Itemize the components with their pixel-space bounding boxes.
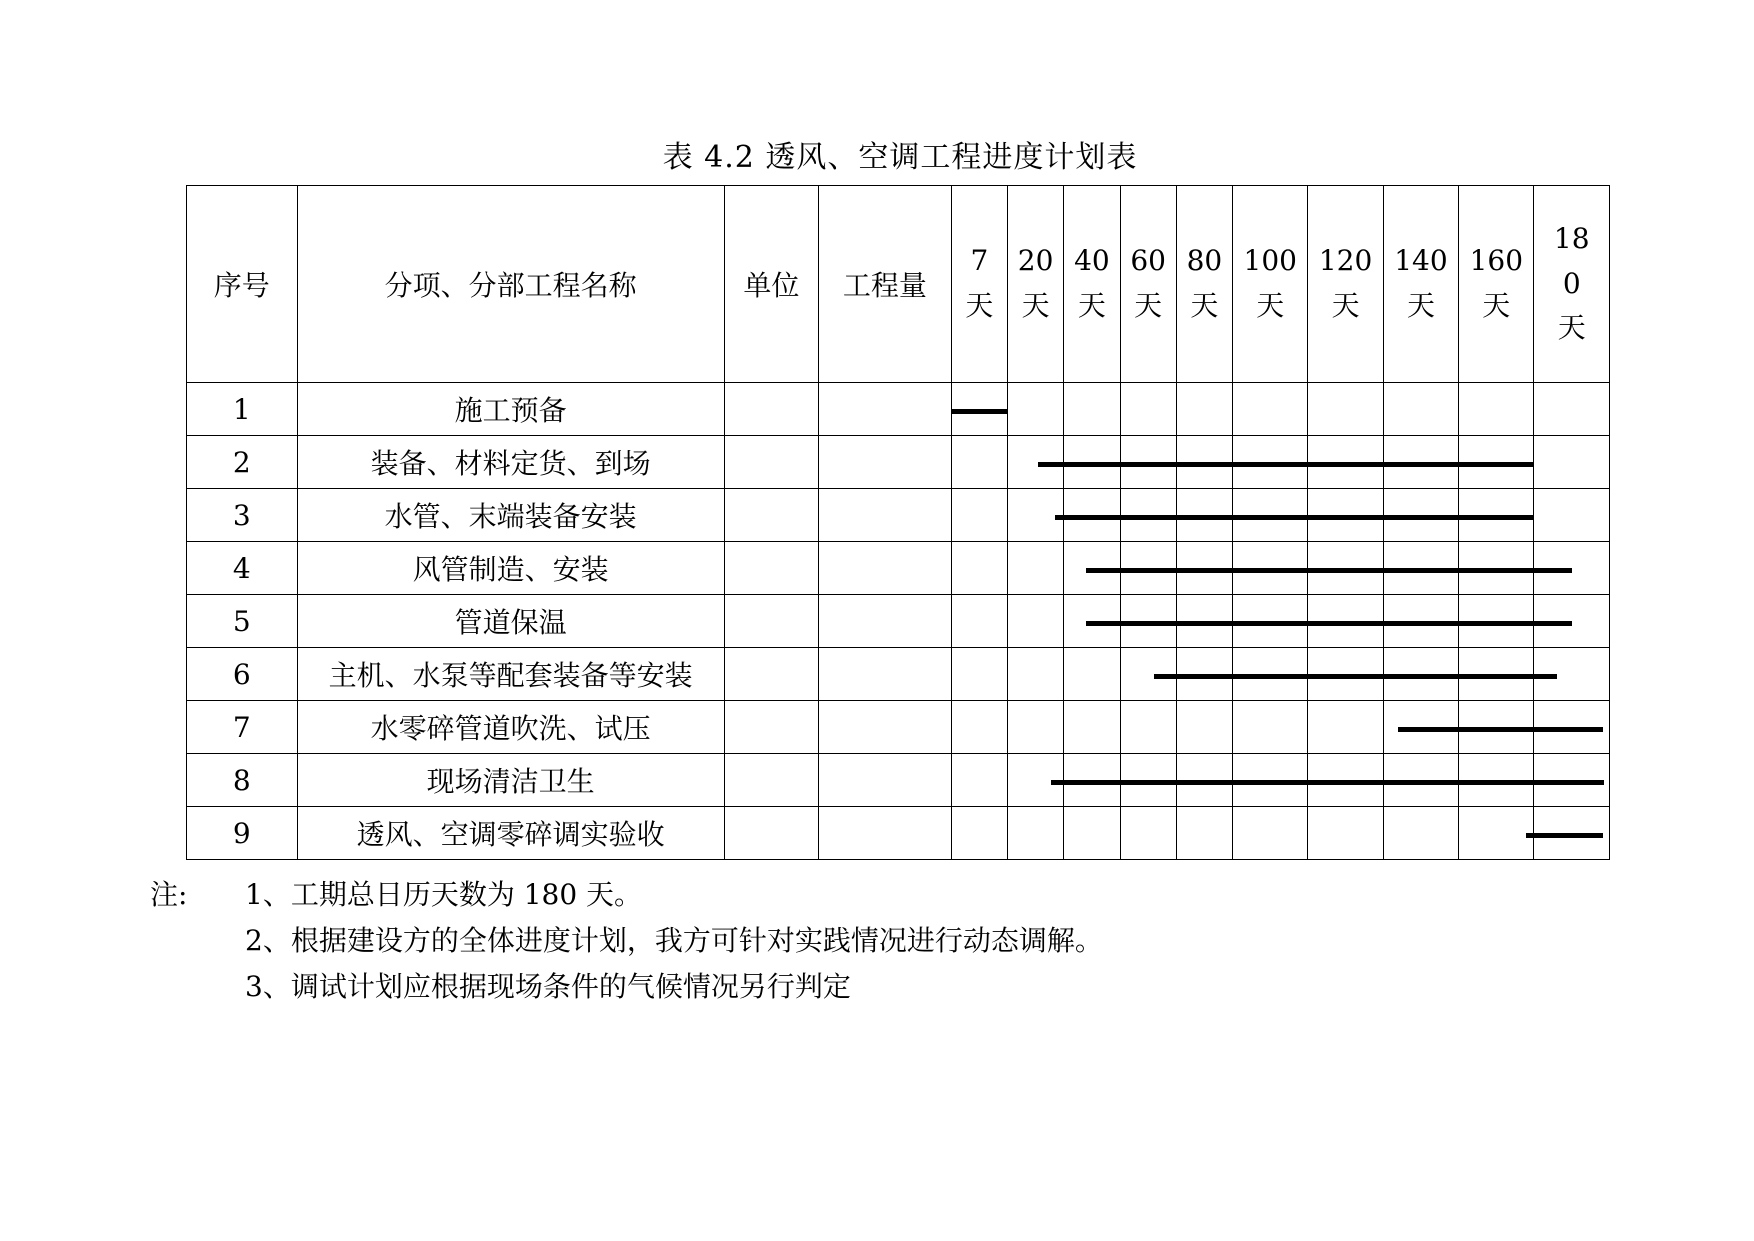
row-time-cell xyxy=(1176,436,1232,489)
row-time-cell xyxy=(1007,807,1063,860)
row-time-cell xyxy=(1459,489,1534,542)
header-day-20: 20 天 xyxy=(1007,186,1063,383)
row-quantity xyxy=(819,648,952,701)
row-time-cell xyxy=(1233,436,1308,489)
row-quantity xyxy=(819,807,952,860)
row-time-cell xyxy=(1120,754,1176,807)
header-quantity: 工程量 xyxy=(819,186,952,383)
row-quantity xyxy=(819,701,952,754)
row-time-cell xyxy=(1176,648,1232,701)
row-seq: 5 xyxy=(187,595,298,648)
row-time-cell xyxy=(1383,807,1458,860)
row-time-cell xyxy=(1459,595,1534,648)
row-name: 现场清洁卫生 xyxy=(297,754,724,807)
row-name: 透风、空调零碎调实验收 xyxy=(297,807,724,860)
row-time-cell xyxy=(1233,489,1308,542)
row-time-cell xyxy=(1459,807,1534,860)
row-unit xyxy=(724,383,818,436)
row-unit xyxy=(724,595,818,648)
header-day-80: 80 天 xyxy=(1176,186,1232,383)
row-time-cell xyxy=(1176,595,1232,648)
row-time-cell xyxy=(1007,648,1063,701)
row-time-cell xyxy=(1233,595,1308,648)
row-seq: 8 xyxy=(187,754,298,807)
row-time-cell xyxy=(1534,648,1610,701)
row-time-cell xyxy=(1383,542,1458,595)
row-seq: 2 xyxy=(187,436,298,489)
header-day-140: 140 天 xyxy=(1383,186,1458,383)
row-name: 主机、水泵等配套装备等安装 xyxy=(297,648,724,701)
row-time-cell xyxy=(951,383,1007,436)
table-row xyxy=(187,542,1610,595)
row-time-cell xyxy=(1534,807,1610,860)
row-time-cell xyxy=(1308,383,1383,436)
row-time-cell xyxy=(1383,648,1458,701)
row-time-cell xyxy=(1064,595,1120,648)
row-time-cell xyxy=(1176,383,1232,436)
table-row xyxy=(187,754,1610,807)
row-time-cell xyxy=(951,701,1007,754)
row-time-cell xyxy=(1534,542,1610,595)
row-time-cell xyxy=(1534,489,1610,542)
row-time-cell xyxy=(1007,436,1063,489)
row-time-cell xyxy=(1459,754,1534,807)
header-day-60: 60 天 xyxy=(1120,186,1176,383)
row-quantity xyxy=(819,542,952,595)
row-time-cell xyxy=(1007,489,1063,542)
row-time-cell xyxy=(1120,542,1176,595)
notes xyxy=(150,872,1103,1010)
row-time-cell xyxy=(1308,595,1383,648)
header-day-120: 120 天 xyxy=(1308,186,1383,383)
row-quantity xyxy=(819,595,952,648)
row-time-cell xyxy=(1383,436,1458,489)
row-name: 装备、材料定货、到场 xyxy=(297,436,724,489)
row-time-cell xyxy=(951,754,1007,807)
row-time-cell xyxy=(1459,383,1534,436)
row-time-cell xyxy=(1459,436,1534,489)
row-seq: 6 xyxy=(187,648,298,701)
row-time-cell xyxy=(1233,542,1308,595)
row-time-cell xyxy=(1233,701,1308,754)
row-time-cell xyxy=(1120,436,1176,489)
row-time-cell xyxy=(1459,648,1534,701)
row-time-cell xyxy=(1007,542,1063,595)
row-time-cell xyxy=(1064,807,1120,860)
row-time-cell xyxy=(951,489,1007,542)
row-time-cell xyxy=(1383,489,1458,542)
table-row xyxy=(187,807,1610,860)
row-seq: 1 xyxy=(187,383,298,436)
row-quantity xyxy=(819,489,952,542)
row-name: 水零碎管道吹洗、试压 xyxy=(297,701,724,754)
row-time-cell xyxy=(1383,754,1458,807)
row-time-cell xyxy=(1308,807,1383,860)
row-time-cell xyxy=(1007,754,1063,807)
row-time-cell xyxy=(1233,754,1308,807)
row-quantity xyxy=(819,754,952,807)
row-time-cell xyxy=(1308,754,1383,807)
row-time-cell xyxy=(1534,595,1610,648)
header-name: 分项、分部工程名称 xyxy=(297,186,724,383)
header-day-40: 40 天 xyxy=(1064,186,1120,383)
row-unit xyxy=(724,754,818,807)
row-name: 水管、末端装备安装 xyxy=(297,489,724,542)
row-time-cell xyxy=(1308,436,1383,489)
row-time-cell xyxy=(1120,595,1176,648)
row-quantity xyxy=(819,436,952,489)
row-time-cell xyxy=(1534,436,1610,489)
row-unit xyxy=(724,489,818,542)
row-time-cell xyxy=(1534,701,1610,754)
table-row xyxy=(187,489,1610,542)
row-time-cell xyxy=(1120,648,1176,701)
row-time-cell xyxy=(1383,595,1458,648)
row-unit xyxy=(724,701,818,754)
header-row xyxy=(187,186,1610,383)
table-row xyxy=(187,595,1610,648)
header-seq: 序号 xyxy=(187,186,298,383)
row-time-cell xyxy=(951,595,1007,648)
row-time-cell xyxy=(1007,383,1063,436)
row-time-cell xyxy=(1064,489,1120,542)
row-time-cell xyxy=(1308,648,1383,701)
row-time-cell xyxy=(1233,383,1308,436)
header-day-100: 100 天 xyxy=(1233,186,1308,383)
row-time-cell xyxy=(1064,383,1120,436)
row-time-cell xyxy=(1308,542,1383,595)
row-time-cell xyxy=(1007,595,1063,648)
row-time-cell xyxy=(951,436,1007,489)
row-time-cell xyxy=(1176,807,1232,860)
row-time-cell xyxy=(1064,436,1120,489)
row-name: 施工预备 xyxy=(297,383,724,436)
row-time-cell xyxy=(1120,383,1176,436)
table-row xyxy=(187,701,1610,754)
row-time-cell xyxy=(1176,489,1232,542)
row-time-cell xyxy=(1383,383,1458,436)
row-seq: 7 xyxy=(187,701,298,754)
row-name: 风管制造、安装 xyxy=(297,542,724,595)
header-day-180: 18 0 天 xyxy=(1534,186,1610,383)
row-quantity xyxy=(819,383,952,436)
row-time-cell xyxy=(1459,542,1534,595)
schedule-table xyxy=(186,185,1610,860)
row-time-cell xyxy=(951,807,1007,860)
row-time-cell xyxy=(1064,701,1120,754)
header-day-7: 7 天 xyxy=(951,186,1007,383)
row-time-cell xyxy=(1459,701,1534,754)
table-row xyxy=(187,436,1610,489)
table-row xyxy=(187,648,1610,701)
table-row xyxy=(187,383,1610,436)
table-title: 表 4.2 透风、空调工程进度计划表 xyxy=(662,140,1138,175)
row-time-cell xyxy=(1176,754,1232,807)
row-unit xyxy=(724,542,818,595)
row-seq: 4 xyxy=(187,542,298,595)
row-unit xyxy=(724,807,818,860)
row-unit xyxy=(724,648,818,701)
row-seq: 3 xyxy=(187,489,298,542)
note-item: 1、工期总日历天数为 180 天。 xyxy=(245,878,643,911)
row-time-cell xyxy=(1308,701,1383,754)
row-time-cell xyxy=(1534,383,1610,436)
row-time-cell xyxy=(1233,648,1308,701)
note-item: 3、调试计划应根据现场条件的气候情况另行判定 xyxy=(245,970,851,1003)
row-time-cell xyxy=(951,542,1007,595)
row-name: 管道保温 xyxy=(297,595,724,648)
note-item: 2、根据建设方的全体进度计划，我方可针对实践情况进行动态调解。 xyxy=(245,924,1103,957)
row-time-cell xyxy=(1308,489,1383,542)
row-time-cell xyxy=(1120,701,1176,754)
row-time-cell xyxy=(1233,807,1308,860)
row-time-cell xyxy=(1534,754,1610,807)
notes-label: 注: xyxy=(150,878,188,911)
row-time-cell xyxy=(1007,701,1063,754)
header-day-160: 160 天 xyxy=(1459,186,1534,383)
row-time-cell xyxy=(1176,701,1232,754)
row-time-cell xyxy=(1064,542,1120,595)
row-seq: 9 xyxy=(187,807,298,860)
header-unit: 单位 xyxy=(724,186,818,383)
row-time-cell xyxy=(1176,542,1232,595)
row-time-cell xyxy=(1064,648,1120,701)
row-time-cell xyxy=(1120,489,1176,542)
row-time-cell xyxy=(951,648,1007,701)
row-unit xyxy=(724,436,818,489)
row-time-cell xyxy=(1120,807,1176,860)
row-time-cell xyxy=(1064,754,1120,807)
row-time-cell xyxy=(1383,701,1458,754)
